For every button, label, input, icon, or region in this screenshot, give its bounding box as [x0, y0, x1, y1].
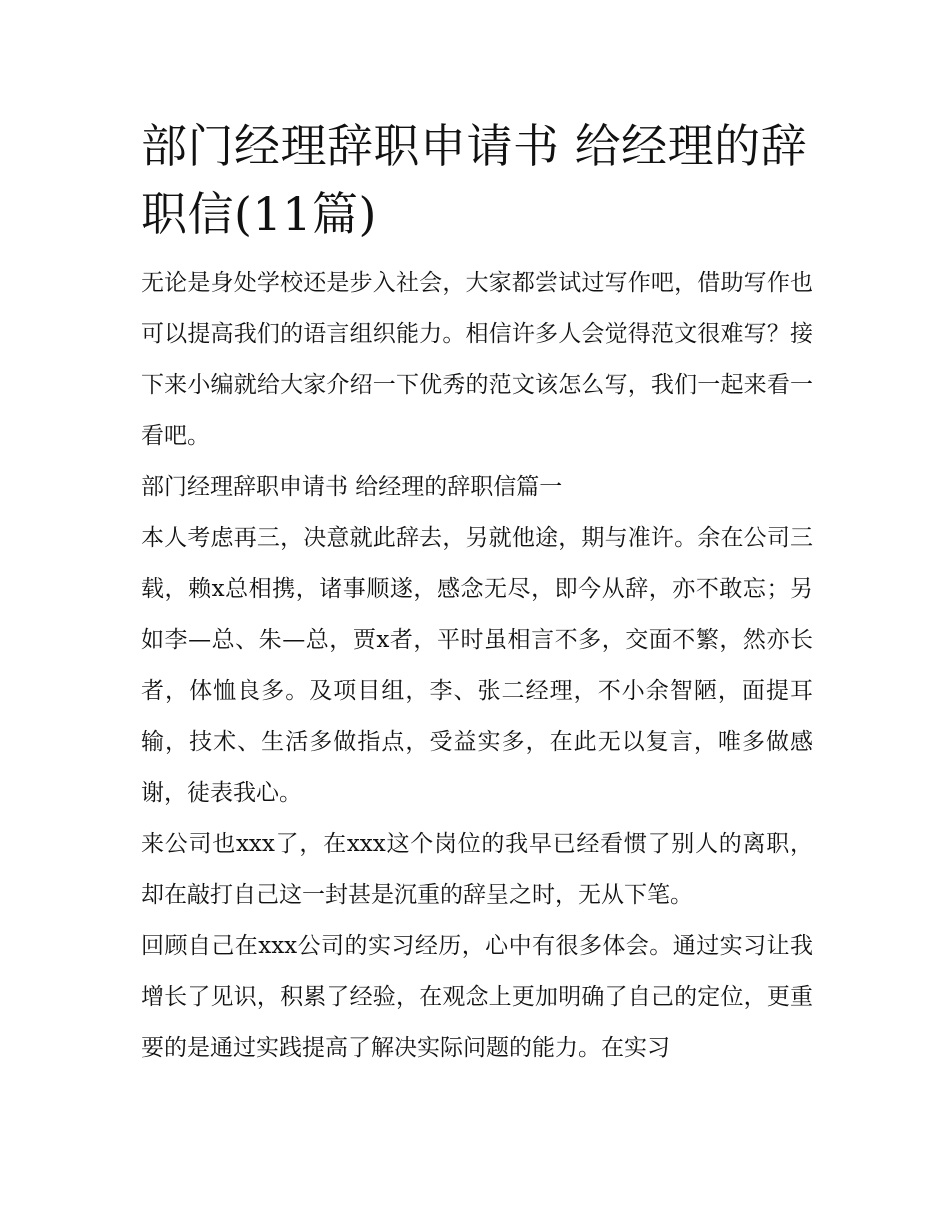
document-body	[141, 112, 813, 1074]
body-paragraph-1: 本人考虑再三，决意就此辞去，另就他途，期与准许。余在公司三载，赖x总相携，诸事顺遂，感念无尽，即今从辞，亦不敢忘；另如李—总、朱—总，贾x者，平时虽相言不多，交面不繁，然亦长者，体恤良多。及项目组，李、张二经理，不小余智陋，面提耳输，技术、生活多做指点，受益实多，在此无以复言，唯多做感谢，徒表我心。	[141, 525, 813, 806]
section-heading: 部门经理辞职申请书 给经理的辞职信篇一	[141, 474, 563, 500]
intro-paragraph: 无论是身处学校还是步入社会，大家都尝试过写作吧，借助写作也可以提高我们的语言组织能力。相信许多人会觉得范文很难写？接下来小编就给大家介绍一下优秀的范文该怎么写，我们一起来看一看吧。	[141, 270, 813, 449]
document-title: 部门经理辞职申请书 给经理的辞职信(11篇)	[141, 119, 808, 241]
body-paragraph-2: 来公司也xxx了，在xxx这个岗位的我早已经看惯了别人的离职，却在敲打自己这一封甚是沉重的辞呈之时，无从下笔。	[141, 831, 813, 908]
body-paragraph-3: 回顾自己在xxx公司的实习经历，心中有很多体会。通过实习让我增长了见识，积累了经验，在观念上更加明确了自己的定位，更重要的是通过实践提高了解决实际问题的能力。在实习	[141, 933, 813, 1061]
